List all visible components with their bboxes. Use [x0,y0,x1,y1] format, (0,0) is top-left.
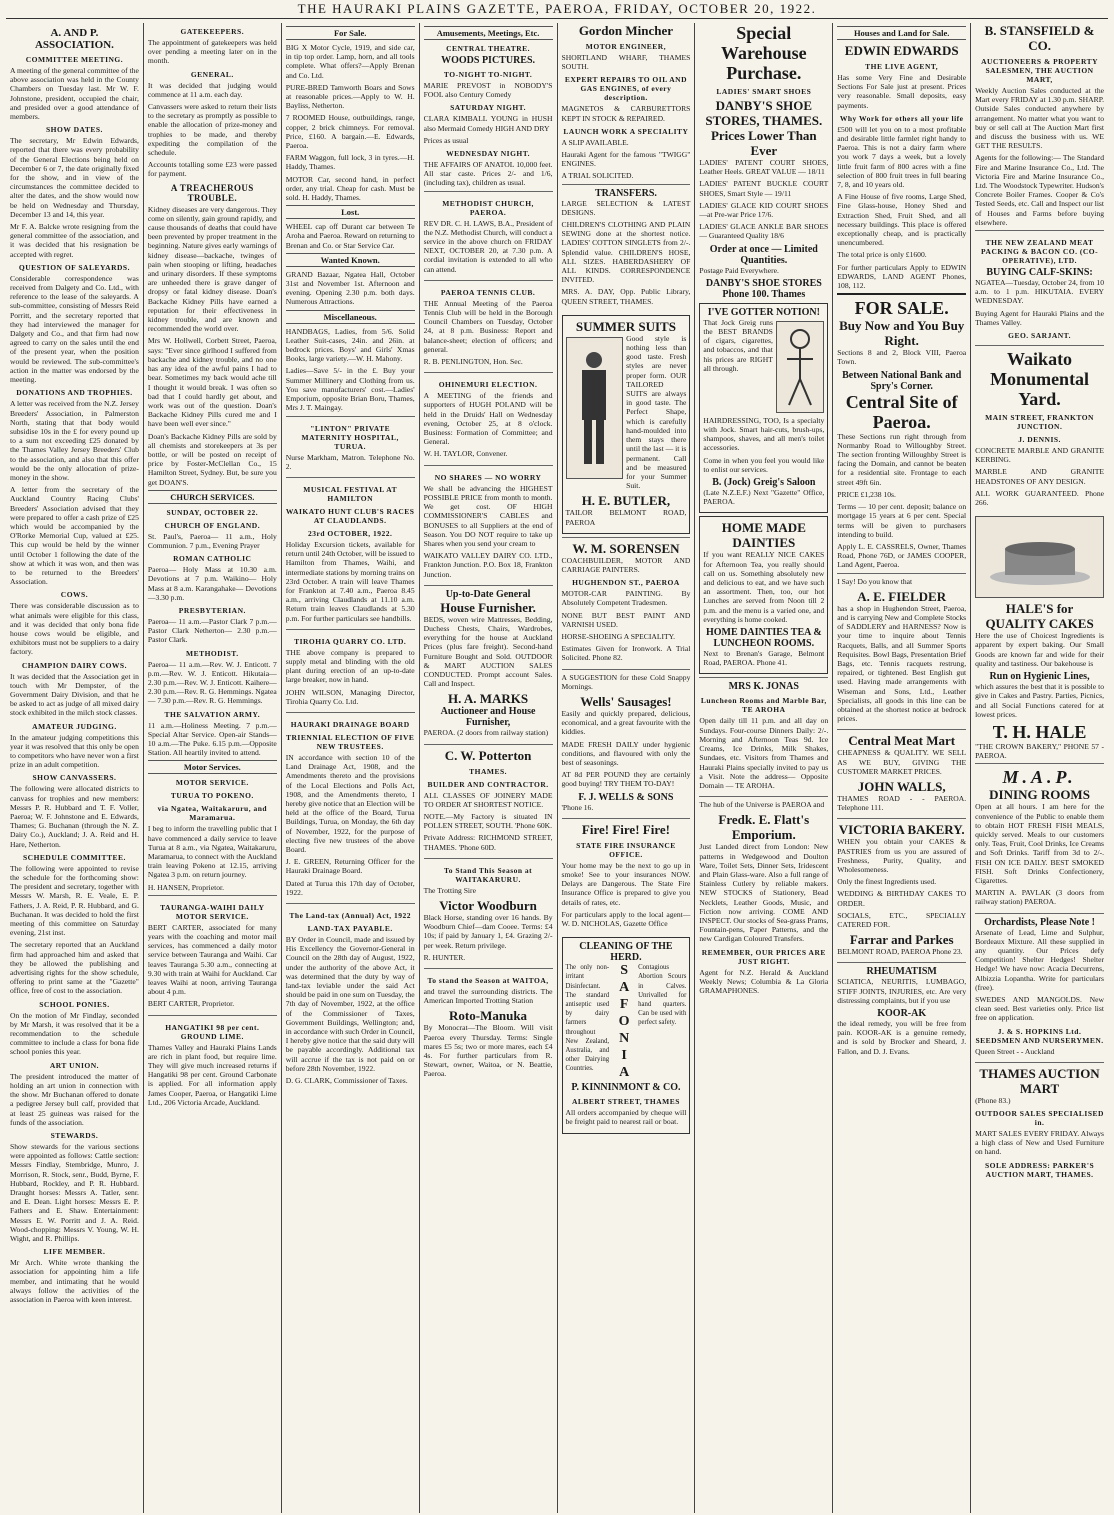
subhead: GENERAL. [190,69,234,79]
paragraph: Arsenate of Lead, Lime and Sulphur, Bordeaux Mixture. All these supplied in any quantity. Our Prices defy Competition! Shelter Hedges! Shelter Hedge! We have now: Acacia Decurrens, Albizzia Lopantha. Write for particulars (free). [975,927,1104,992]
advertiser-name: Central Meat Mart [848,733,956,749]
ad-line: CONCRETE MARBLE AND GRANITE KERBING. [975,446,1104,465]
advertiser-name: J. DENNIS. [1018,435,1061,445]
address: THAMES ROAD - - PAEROA. Telephone 111. [837,793,967,813]
church-name: CHURCH OF ENGLAND. [164,520,261,530]
paragraph: Mr Arch. White wrote thanking the association for appointing him a life member, and intimating that he would always follow the activities of the association in Paeroa with keen interest. [10,1258,139,1304]
location: THAMES. [469,766,507,776]
paragraph: Just Landed direct from London: New patterns in Wedgewood and Doulton Ware, Toilet Sets, Dinner Sets, Iridescent and Plain Glass-ware. Also a full range of Stainless Cutlery by reliable makers. NEW STOCKS of Stationery, Bead Necklets, Leather Goods, Music, and Fiction now arriving. COME AND INSPECT. Our stocks of Sea-grass Prams, Fountain-pens, Paper Patterns, and the new Cardigan Coloured Transfers. [699,842,829,944]
ad-role: MOTOR ENGINEER, [585,42,667,51]
advertiser-name: B. STANSFIELD & CO. [984,23,1095,53]
advertiser-name: EDWIN EDWARDS [844,43,959,58]
advertiser-name: H. A. MARKS [447,691,529,707]
paragraph: The secretary, Mr Edwin Edwards, reported that there was every probability of the General Elections being held on December 6 or 7, the date originally fixed for the show, and in view of the circumstances the committee decided to alter the dates, and the show would now be held on Wednesday and Thursday, December 13 and 14, this year. [10,136,139,219]
subhead: SCHOOL PONIES. [39,999,110,1009]
address: (Late N.Z.E.F.) Next "Gazette" Office, PAEROA. [703,488,825,507]
subhead: DONATIONS AND TROPHIES. [16,388,133,398]
subhead: AMATEUR JUDGING. [32,721,117,731]
paragraph: The president introduced the matter of holding an art union in connection with the show. Mr Buchanan offered to donate a pedigree Jersey bull calf, provided that at least 25 guineas was raised for the funds of the association. [10,1071,139,1127]
signature: H. HANSEN, Proprietor. [147,882,225,892]
article-subtitle: COMMITTEE MEETING. [25,55,124,64]
paragraph: Contagious Abortion Scours in Calves. Unrivalled for hand quarters. Can be used with perfect safety. [638,964,687,1027]
paragraph: On the motion of Mr Findlay, seconded by Mr Marsh, it was resolved that it be a recommendation to the schedule committee to include a class for bona fide school ponies this year. [10,1010,139,1057]
classified-ad: PURE-BRED Tamworth Boars and Sows at reasonable prices.—Apply to W. H. Bayliss, Netherton. [285,82,415,111]
paragraph: The following were allocated districts to canvass for trophies and new members: Messrs P. R. Hubbard and T. F. Voller, Paeroa; W. F. Johnstone and E. Edwards, Thames; G. Buchanan (through the N. Z. Dairy Co.), Auckland; J. A. Reid and H. Hare, Netherton. [10,784,139,849]
classified-ad: BIG X Motor Cycle, 1919, and side car, in tip top order. Lamp, horn, and all tools complete. What offers?—Apply Brenan and Co. Ltd. [285,43,415,80]
ad-line: WEDDING & BIRTHDAY CAKES TO ORDER. [837,889,967,908]
ad-line: LADIES' SMART SHOES [716,87,812,96]
film: MARIE PREVOST in NOBODY'S FOOL also Century Comedy [423,81,553,100]
ad-line: LADIES' PATENT BUCKLE COURT SHOES, Smart Style — 19/11 [699,179,829,198]
paragraph: A Fine House of five rooms, Large Shed, Fine Glass-house, Honey Shed and Extraction Shed, Fruit Shed, and all necessary buildings. This place is offered exceptionally cheap, and is practically unencumbered. [837,192,967,248]
theatre-name: CENTRAL THEATRE. [446,44,531,53]
ad-title: Fire! Fire! Fire! [581,821,670,837]
advertiser-name: Farrar and Parkes [849,932,954,948]
ad-title: FOR SALE. [854,298,949,319]
ad-title: Orchardists, Please Note ! [984,916,1096,928]
ad-title: OHINEMURI ELECTION. [438,380,538,390]
paragraph: Open at all hours. I am here for the convenience of the Public to enable them to obtain HOT FRESH FISH MEALS, quickly served. Meals to our customers only. Teas, Fruit, Cool Drinks, Ice Creams and Soft Drinks. Tariff from 3d to 2/-. FISH ON ICE DAILY. BEST SMOKED FISH. Soft Drinks Confectionery, Cigarettes. [975,802,1104,885]
column-4 [420,23,558,1513]
ad-line: LADIES' GLACE ANKLE BAR SHOES — Guaranteed Quality 18/6 [699,222,829,241]
paragraph: SWEDES AND MANGOLDS. New clean seed. Best varieties only. Price list free on application. [975,994,1104,1023]
ad-route: TURUA TO POKENO. [170,791,254,801]
paragraph: REV DR. C. H. LAWS, B.A., President of the N.Z. Methodist Church, will conduct a service in the above church on FRIDAY NEXT, OCTOBER 20, at 7.30 p.m. A cordial invitation is extended to all who can attend. [423,218,553,274]
advertiser-name: T. H. HALE [992,721,1087,742]
paragraph: These Sections run right through from Normanby Road to Willoughby Street. The section fronting Willoughby Street is facing the Domain, and cannot be beaten for a residential site. Frontage to each street 49ft 6in. [837,431,967,487]
church-name: THE SALVATION ARMY. [164,709,261,719]
address: "THE CROWN BAKERY," PHONE 57 - PAEROA. [975,741,1104,761]
advertiser-name: W. M. SORENSEN [572,540,680,556]
ad-title: TRIENNIAL ELECTION OF FIVE NEW TRUSTEES. [286,732,415,751]
paragraph: The appointment of gatekeepers was held over pending a meeting later on in the month. [147,38,277,66]
paragraph: Doan's Backache Kidney Pills are sold by all chemists and storekeepers at 3s per bottle, or will be posted on receipt of price by Foster-McClellan Co., 15 Hamilton Street, Sydney. But, be sure you get DOAN'S. [147,431,277,487]
ad-line: Buying Agent for Hauraki Plains and the Thames Valley. [975,308,1104,327]
ad-title: LAND-TAX PAYABLE. [307,924,393,933]
paragraph: the ideal remedy, you will be free from pain. KOOR-AK is a genuine remedy, and is sold by Brocker and Sheard, J. Fallon, and D. J. Evans. [837,1019,967,1056]
paragraph: Agents for the following:— The Standard Fire and Marine Insurance Co., Ltd. The Victoria Fire and Marine Insurance Co., Ltd. The Woodstock Typewriter. Hudson's Concrete Boiler Frames. Cooper & Co's Tested Seeds, etc. Call and Inspect our list of Houses and Farms before buying elsewhere. [975,153,1104,227]
ad-line: MAGNETOS & CARBURETTORS KEPT IN STOCK & REPAIRED. [561,104,691,123]
ad-line: Estimates Given for Ironwork. A Trial Solicited. Phone 82. [561,644,691,663]
paragraph: £500 will let you on to a most profitable and desirable little farmlet right handy to Paeroa. This is not a dairy farm where you work 7 days a week, but a lovely little fruit farm of 800 acres with a fine selection of 800 fruit trees in full bearing 7, 8, and 10 years old. [837,124,967,190]
ad-title: THE NEW ZEALAND MEAT PACKING & BACON CO. (CO-OPERATIVE), LTD. [981,238,1099,266]
signature: WAIKATO VALLEY DAIRY CO. LTD., Frankton Junction. P.O. Box 18, Frankton Junction. [423,551,553,579]
section-heading: Wanted Known. [286,253,415,267]
church-name: PRESBYTERIAN. [178,605,246,615]
ad-line: THE LIVE AGENT, [865,62,939,71]
ad-title: DINING ROOMS [989,787,1090,803]
paragraph: Weekly Auction Sales conducted at the Mart every FRIDAY at 1.30 p.m. SHARP. Outside Sales conducted anywhere by arrangement. No matter what you want to buy or sell call at The Auction Mart first and discuss the business with us. WE GET THE RESULTS. [975,86,1104,151]
ad-line: Postage Paid Everywhere. [699,265,779,275]
classified-ad: HANDBAGS, Ladies, from 5/6. Solid Leather Suit-cases, 24in. and 26in. at bedrock prices. Boys' and Girls' Xmas Books, large variety.—W. H. Mahony. [285,326,415,364]
address: HUGHENDON ST., PAEROA [572,578,680,588]
summer-suits-ad [562,315,691,534]
paragraph: That Jock Greig runs the BEST BRANDS of cigars, cigarettes, and tobaccos, and that his prices are RIGHT all through. [703,317,773,373]
section-heading: Miscellaneous. [286,310,415,324]
paragraph: Canvassers were asked to return their lists to the secretary as promptly as possible to enable the allocation of prize-money and trophies to be made, and thereby expediting the compilation of the schedule. [147,102,277,158]
price: PRICE £1,238 10s. [837,489,896,499]
column-5 [558,23,696,1513]
section-heading: Amusements, Meetings, Etc. [424,26,553,40]
column-6 [695,23,833,1513]
ad-headline: Central Site of Paeroa. [845,391,958,432]
paragraph: It was decided that the Association get in touch with Mr Dempster, of the Government Dairy Division, and that he be asked to act as judge of all mixed dairy stock exhibited in the milch stock classes. [10,671,139,718]
paragraph: Considerable correspondence was received from Dalgety and Co. Ltd., with reference to the lease of the saleyards. A sub-committee, consisting of Messrs Reid Porritt, and the secretary reported that they had interviewed the manager for Dalgety and Co., and that firm had now agreed to carry on the sales until the end of the present year, when the position would be reviewed. The sub-committee's action in the matter was endorsed by the meeting. [10,273,139,385]
paragraph: Dated at Turua this 17th day of October, 1922. [285,878,415,897]
address: MAIN STREET, FRANKTON JUNCTION. [985,413,1094,432]
paragraph: Thames Valley and Hauraki Plains Lands are rich in plant food, but require lime. They will give much increased returns if Hangatiki 98 per cent. Ground Carbonate is applied. For all information apply James Cooper, Paeroa, or Hangatiki Lime Ltd., 206 Victoria Arcade, Auckland. [147,1042,277,1107]
ad-title: Waikato Monumental Yard. [990,349,1090,410]
theatre-title: WOODS PICTURES. [441,55,536,66]
paragraph: BY Order in Council, made and issued by His Excellency the Governor-General in Council on the 28th day of August, 1922, under the authority of the above Act, it was determined that the duty by way of land-tax leviable under the said Act should be paid in one sum on Tuesday, the 7th day of November, 1922, at the office of the Commissioner of Taxes, Government Buildings, Wellington; and, in accordance with such Order in Council, I hereby give notice that the said duty will be payable accordingly. Additional tax will accrue if the tax is not paid on or before 28th November, 1922. [285,935,415,1073]
paragraph: NOTE.—My Factory is situated IN POLLEN STREET, SOUTH. 'Phone 60K. [423,811,553,831]
paragraph: A MEETING of the friends and supporters of HUGH POLAND will be held in the Druids' Hall on Wednesday evening, October 25, at 8 o'clock. Business: Formation of Committee; and General. [423,391,553,447]
safonia-ad [562,937,691,1133]
paragraph: ALL CLASSES OF JOINERY MADE TO ORDER AT SHORTEST NOTICE. [423,790,553,809]
section-heading: CHURCH SERVICES. [148,490,277,504]
paragraph: Good style is nothing less than good taste. Fresh styles are never proper form. OUR TAILORED SUITS are always in good taste. The Perfect Shape, which is carefully hand-moulded into them stays there until the last — it is permanent. Call and be measured for your Summer Suit. [626,333,687,491]
ad-line: HORSE-SHOEING A SPECIALITY. [561,631,676,641]
ad-line: ALL WORK GUARANTEED. Phone 266. [975,488,1104,508]
paragraph: Holiday Excursion tickets, available for return until 24th October, will be issued to Hamilton from Thames, Waihi, and intermediate stations by morning trains on 23rd October. A train will leave Thames for Frankton at 7.40 a.m., Paeroa 8.45 a.m., arriving Claudlands at 11.10 a.m. Return train leaves Claudlands at 5.30 p.m. For further particulars see handbills. [285,539,415,623]
subhead: COWS. [60,590,89,600]
ad-title: MUSICAL FESTIVAL AT HAMILTON [303,484,398,503]
subhead: LIFE MEMBER. [43,1247,106,1257]
ad-title: HALE'S for QUALITY CAKES [985,601,1094,632]
paragraph: The secretary reported that an Auckland firm had approached him and asked that they be allowed the publishing and advertising rights for the show schedule, offering to print same at the "Gazette" office, free of cost to the association. [10,940,139,996]
ad-line: For particulars apply to the local agent— W. D. NICHOLAS, Gazette Office [561,909,691,928]
contact: For further particulars Apply to EDWIN EDWARDS, LAND AGENT Phones, 108, 112. [837,262,967,291]
service-times: Paeroa— Holy Mass at 10.30 a.m. Devotions at 7 p.m. Waikino— Holy Mass at 8 a.m. Karangahake— Devotions—3.30 p.m. [147,565,277,602]
cartoon-man-icon [783,327,817,407]
paragraph: which assures the best that it is possible to give in Cakes and Pastry. Parties, Picnics, and all Social Functions catered for at lowest prices. [975,682,1104,719]
ad-line: LARGE SELECTION & LATEST DESIGNS. [561,198,691,217]
signature: R. HUNTER. [423,952,466,962]
paragraph: has a shop in Hughendon Street, Paeroa, and is carrying New and Complete Stocks of SADDLERY and HARNESS? Now is your time to inquire about Tennis Racquets, Balls, and all Summer Sports Requisites. Bowl Bags, Presentation Brief Bags, etc. Tennis racquets restrung, repaired, or tightened. Best English gut used. Having made arrangements with Wiseman and Sons, Ltd., Leather Specialists, all goods in this line can be obtained at the shortest notice at bedrock prices. [837,603,967,724]
ad-line: MADE FRESH DAILY under hygienic conditions, and flavoured with only the best of seasonings. [561,739,691,767]
ad-title: The Land-tax (Annual) Act, 1922 [289,911,411,920]
classified-ad: Ladies—Save 5/- in the £. Buy your Summer Millinery and Clothing from us. You save manufacturers' cost.—Ladies' Emporium, opposite Brian Boru, Thames, Mrs J. T. Maingay. [285,366,415,413]
subhead: ART UNION. [49,1060,100,1070]
signature: MRS. A. DAY, Opp. Public Library, QUEEN STREET, THAMES. [561,287,691,306]
paragraph: There was considerable discussion as to what animals were eligible for this class, and it was decided that only bona fide house cows would be eligible, and exhibitors must not be suppliers to a dairy factory. [10,601,139,657]
subhead: CHAMPION DAIRY COWS. [21,660,127,670]
product-name: KOOR-AK [877,1008,927,1020]
advertiser-name: Fredk. E. Flatt's Emporium. [718,812,810,843]
masthead: THE HAURAKI PLAINS GAZETTE, PAEROA, FRIDAY, OCTOBER 20, 1922. [6,0,1108,19]
paragraph: A meeting of the general committee of the above association was held in the County Chambers on Tuesday last. Mr W. F. Johnstone, president, occupied the chair, and presided over a good attendance of members. [10,66,139,122]
address: SHORTLAND WHARF, THAMES SOUTH. [561,53,691,72]
paragraph: The following were appointed to revise the schedule for the forthcoming show: The president and secretary, together with Messrs W. Marsh, R. E. Veale, E. P. Fathers, J. A. Reid, P. R. Hubbard, and G. Buchanan. It was decided to hold the first meeting of this committee on Saturday evening, 21st inst. [10,863,139,938]
church-name: ROMAN CATHOLIC [173,554,252,564]
contact: Apply L. E. CASSRELS, Owner, Thames Road, Phone 76D, or JAMES COOPER, Land Agent, Paeroa. [837,541,967,570]
ad-line: LADIES' PATENT COURT SHOES, Leather Heels. GREAT VALUE — 18/11 [699,158,829,177]
signature: GEO. SARJANT. [1008,331,1071,341]
service-times: St. Paul's, Paeroa— 11 a.m., Holy Communion. 7 p.m., Evening Prayer [147,531,277,550]
brand-name: SAFONIA [616,963,632,1083]
advertiser-name: DANBY'S SHOE STORES, THAMES. [705,98,823,128]
ad-sub: The Trotting Sire [423,885,476,895]
column-8 [971,23,1108,1513]
subhead: SHOW CANVASSERS. [32,773,117,783]
cartoon-illustration [776,321,824,413]
ad-date: 23rd OCTOBER, 1922. [308,528,393,538]
address: ALBERT STREET, THAMES [571,1097,680,1107]
signature: JOHN WILSON, Managing Director, Tirohia Quarry Co. Ltd. [285,687,415,706]
section-heading: Motor Services. [148,760,277,774]
ad-title: Up-to-Date General [445,588,531,600]
ad-headline: Why Work for others all your life [839,113,964,123]
paragraph: If you want REALLY NICE CAKES for Afternoon Tea, you really should call on us. Something absolutely new and delicious to eat, and we have such an assortment. Then, too, our hot Lunches are served from Noon till 2 p.m. and the menu is a varied one, and everything is home cooked. [703,550,825,624]
ad-line: NGATEA—Tuesday, October 24, from 10 a.m. to 1 p.m. HIKUTAIA. EVERY WEDNESDAY. [975,278,1104,306]
paragraph: A letter from the secretary of the Auckland Country Racing Clubs' Breeders' Association advised that they were prepared to offer a cash prize of £25 which would be accompanied by the O'Rorke Memorial Cup, valued at £25. This cup would be held by the winner until October 1 following the date of the show at which it was won, and then was to be returned to the Breeders' Association. [10,485,139,587]
advertiser-name: A. E. FIELDER [857,588,947,604]
paragraph: Show stewards for the various sections were appointed as follows: Cattle section: Messrs Findlay, Stembridge, Munro, J. Morrison, R. Stock, senr., Budd, Byrne, F. Hubbard, Rockley, and P. R. Hubbard. Draught horses: Messrs A. Tatler, senr. and E. Dean. Light horses: Messrs E. P. Fathers and E. Shaw. Entertainment: Messrs E. W. Porritt and J. A. Reid. Wood-chopping: Messrs V. Young, W. H. Wight, and R. Phillips. [10,1141,139,1243]
paragraph: We shall be advancing the HIGHEST POSSIBLE PRICE from month to month. We get cost. OF HIGH COMMISSIONER'S CABLES and BONUSES to all Suppliers at the end of Season. You DO NOT require to take up Shares when you send your cream to [423,483,553,548]
column-7 [833,23,971,1513]
ad-line: MART SALES EVERY FRIDAY. Always a high class of New and Used Furniture on hand. [975,1128,1104,1157]
horse-name: Roto-Manuka [449,1008,528,1024]
classified-ad: FARM Waggon, full lock, 3 in tyres.—H. Haddy, Thames. [285,153,415,172]
paragraph: Has some Very Fine and Desirable Sections For Sale just at present. Prices very reasonable. Small deposits, easy payments. [837,73,967,110]
ad-line: Agent for N.Z. Herald & Auckland Weekly News; Columbia & La Gloria GRAMAPHONES. [699,967,829,995]
section-heading: Houses and Land for Sale. [837,26,966,40]
section-heading: Lost. [286,205,415,219]
cakes-icon [985,527,1095,587]
ad-line: All orders accompanied by cheque will be freight paid to nearest rail or boat. [565,1108,687,1127]
ad-title: PAEROA TENNIS CLUB. [440,287,536,297]
classified-ad: 7 ROOMED House, outbuildings, range, copper, 2 brick chimneys. For removal. Price, £160. A bargain.—E. Edwards, Paeroa. [285,113,415,151]
ad-title: METHODIST CHURCH, PAEROA. [442,198,534,217]
ad-line: Only the finest Ingredients used. [837,877,937,887]
ad-title: RHEUMATISM [866,966,937,978]
ad-title: THAMES AUCTION MART [979,1065,1100,1096]
ad-title: Wells' Sausages! [580,693,672,709]
paragraph: CHILDREN'S CLOTHING AND PLAIN SEWING done at the shortest notice. LADIES' COTTON SINGLETS from 2/-. Splendid value. CHILDREN'S HOSE, ALL SIZES. HABERDASHERY OF ALL KINDS. CORRESPONDENCE INVITED. [561,220,691,285]
classified-ad: MOTOR Car, second hand, in perfect order, any trial. Cheap for cash. Must be sold. H. Haddy, Thames. [285,174,415,203]
advertiser-name: VICTORIA BAKERY. [838,822,965,838]
column-3 [282,23,420,1513]
cake-illustration [975,516,1104,598]
advertiser-name: B. (Jock) Greig's Saloon [712,477,816,489]
paragraph: IN accordance with section 10 of the Land Drainage Act, 1908, and the Amendments thereto and the provisions of the Local Elections and Polls Act, 1908, and the Amendments thereto, I hereby give notice that an Election will be held at the office of the Board, Turua Buildings, Turua, on Monday, the 6th day of November, 1922, for the purpose of electing five new trustees of the above Board. [285,752,415,854]
paragraph: The only non-irritant Disinfectant. The standard antiseptic used by dairy farmers throughout New Zealand, Australia, and other Dairying Countries. [565,964,610,1073]
ad-line: Hauraki Agent for the famous "TWIGG" ENGINES. [561,150,691,169]
service-times: 11 a.m.—Holiness Meeting. 7 p.m.—Special Altar Service. Open-air Stands— 10 a.m.—The Puke. 6.15 p.m.—Opposite Station. All heartily invited to attend. [147,720,277,758]
ad-title: "LINTON" PRIVATE MATERNITY HOSPITAL, TURUA. [301,423,399,451]
theatre-night: SATURDAY NIGHT. [450,103,526,113]
ad-via: via Ngatea, Waitakaruru, and Maramarua. [157,804,268,823]
ad-line: AT 8d PER POUND they are certainly good buying! TRY THEM TO-DAY! [561,770,691,789]
home-dainties-ad [699,516,828,674]
ad-line: A SLIP AVAILABLE. [561,137,629,147]
paragraph: Accounts totalling some £23 were passed for payment. [147,160,277,179]
article-title: A TREACHEROUS TROUBLE. [170,182,254,203]
advertiser-name: Gordon Mincher [578,23,674,38]
section-heading: For Sale. [286,26,415,40]
ad-title: To Stand This Season at WAITAKARURU. [443,865,533,884]
ad-title: NO SHARES — NO WORRY [434,472,542,482]
film: THE AFFAIRS OF ANATOL 10,000 feet. All star caste. Prices 2/- and 1/6, (including tax), children as usual. [423,160,553,188]
ad-title: CLEANING OF THE HERD. [579,941,673,964]
column-2 [144,23,282,1513]
price: The total price is only £1600. [837,250,927,260]
ad-title: HANGATIKI 98 per cent. GROUND LIME. [165,1022,260,1041]
ad-line: NONE BUT BEST PAINT AND VARNISH USED. [561,610,691,629]
ad-line: CHEAPNESS & QUALITY. WE SELL AS WE BUY, GIVING THE CUSTOMER MARKET PRICES. [837,748,967,776]
ad-line: SOCIALS, ETC., SPECIALLY CATERED FOR. [837,910,967,929]
ad-line: LAUNCH WORK A SPECIALITY [563,126,689,136]
paragraph: THE above company is prepared to supply metal and blinding with the old plant during erection of an up-to-date large breaker, now in hand. [285,647,415,685]
advertiser-name: JOHN WALLS, [857,778,946,794]
ad-title: HAURAKI DRAINAGE BOARD [290,719,410,729]
subhead: SCHEDULE COMMITTEE. [23,852,126,862]
prices: Prices as usual [423,135,469,145]
ad-title: TRANSFERS. [594,187,657,199]
ad-line: MARBLE AND GRANITE HEADSTONES OF ANY DESIGN. [975,467,1104,486]
ad-title: I'VE GOTTER NOTION! [707,306,820,318]
ad-headline: Buy Now and You Buy Right. [839,318,965,349]
advertiser-name: H. E. BUTLER, [581,493,671,509]
subhead: GATEKEEPERS. [180,27,245,36]
paragraph: BEDS, woven wire Mattresses, Bedding, Duchess Chests, Chairs, Wardrobes, everything for the house at Auckland Prices (plus fare freight). Second-hand Furniture Bought and Sold. OUTDOOR & MART AUCTION SALES CONDUCTED. Prompt account Sales. Call and Inspect. [423,614,553,689]
ad-title: House Furnisher. [440,599,536,615]
ad-line: Order at once — Limited Quantities. [709,243,818,266]
paragraph: Come in when you feel you would like to enlist our services. [703,455,825,474]
signature: J. E. GREEN, Returning Officer for the Hauraki Drainage Board. [285,857,415,876]
ad-headline: Prices Lower Than Ever [710,128,817,158]
subhead: SHOW DATES. [45,125,103,135]
paragraph: Black Horse, standing over 16 hands. By Woodburn Chief—dam Cooee. Terms: £4 10s; if paid by January 1, £4. Grazing 2/- per week. Return privilege. [423,912,553,950]
paragraph: Kidney diseases are very dangerous. They come on silently, gain ground rapidly, and cause thousands of deaths that could have been prevented by proper treatment in the beginning. Nature gives early warnings of kidney disease—backache, twinges of pain when stooping or lifting, headaches and urinary disorders. If these symptoms are unheeded there is grave danger of dropsy or fatal kidney disease. Doan's Backache Kidney Pills have earned a reputation for their effectiveness in kidney trouble, and are known and recommended the world over. [147,204,277,334]
signature: D. G. CLARK, Commissioner of Taxes. [285,1076,408,1086]
address: BELMONT ROAD, PAEROA Phone 23. [837,947,963,957]
ad-line: EXPERT REPAIRS TO OIL AND GAS ENGINES, of every description. [564,75,687,103]
ad-title: BUILDER AND CONTRACTOR. [427,779,549,789]
ad-line: MOTOR-CAR PAINTING. By Absolutely Competent Tradesmen. [561,589,691,608]
ad-line: LADIES' GLACE KID COURT SHOES—at Pre-war Price 17/6. [699,200,829,220]
theatre-night: WEDNESDAY NIGHT. [446,149,531,159]
ad-line: COACHBUILDER, MOTOR AND CARRIAGE PAINTERS. [561,555,691,574]
phone: (Phone 83.) [975,1095,1011,1105]
classified-ad: GRAND Bazaar, Ngatea Hall, October 31st and November 1st. Afternoon and evening. Opening 2.30 p.m. both days. Numerous Attractions. [285,269,415,307]
address: TAILOR BELMONT ROAD, PAEROA [565,508,687,527]
paragraph: By Monocrat—The Bloom. Will visit Paeroa every Thursday. Terms: Single mares £5 5s; two or more mares, each £4 4s. For further particulars from R. Stewart, owner, Waitoa, or N. Beattie, Paeroa. [423,1023,553,1079]
address: PAEROA. (2 doors from railway station) [423,728,549,738]
advertiser-name: HOME DAINTIES TEA & LUNCHEON ROOMS. [705,627,822,650]
advertiser-name: F. J. WELLS & SONS [578,791,674,803]
ad-line: Between National Bank and Spry's Corner. [842,369,962,392]
paragraph: Private Address: RICHMOND STREET, THAMES. 'Phone 60D. [423,833,553,852]
advertiser-name: J. & S. HOPKINS Ltd. SEEDSMEN AND NURSERYMEN. [975,1026,1104,1045]
paragraph: I beg to inform the travelling public that I have commenced a daily service to leave Turua at 8 a.m., via Ngatea, Waitakaruru, Maramarua, to connect with the Auckland train leaving Pokeno at 12.15, arriving Ngatea 3 p.m. on return journey. [147,824,277,880]
man-in-suit-icon [574,348,614,468]
ad-headline: BUYING CALF-SKINS: [986,267,1093,279]
paragraph: THE Annual Meeting of the Paeroa Tennis Club will be held in the Borough Council Chambers on Tuesday, October 24, at 8 p.m. Business: Report and balance-sheet; election of officers; and general. [423,298,553,354]
paragraph: Mrs W. Hollwell, Corbett Street, Paeroa, says: "Ever since girlhood I suffered from backache and kidney trouble, and no one has any idea of the awful pains I had to bear. Sometimes my back would ache till I thought it would break. I was often so bad that I could hardly get about, and work was out of the question. Doan's Backache Kidney Pills cured me and I have been well ever since." [147,336,277,429]
service-times: Paeroa— 11 a.m.—Rev. W. J. Enticott. 7 p.m.—Rev. W. J. Enticott. Hikutaia— 2.30 p.m.—Rev. W. J. Enticott. Kaihere— 2.30 p.m.—Rev. R. G. Hemmings. Ngatea— 7.30 p.m.—Rev. R. G. Hemmings. [147,659,277,706]
horse-name: Victor Woodburn [439,897,537,913]
ad-detail: Nurse Markham, Matron. Telephone No. 2. [285,452,415,471]
advertiser-role: Auctioneer and House Furnisher, [440,706,536,729]
ad-line: STATE FIRE INSURANCE OFFICE. [576,840,676,859]
logo-map: M.A.P. [1002,767,1077,788]
ad-title: HOME MADE DAINTIES [721,520,806,551]
signature: BERT CARTER, Proprietor. [147,999,235,1009]
service-times: Paeroa— 11 a.m.—Pastor Clark 7 p.m.—Pastor Clark Netherton— 2.30 p.m.—Pastor Clark. [147,616,277,645]
ad-title: To stand the Season at WAITOA, [427,975,549,985]
ad-headline: Run on Hygienic Lines, [989,671,1090,683]
ad-line: Easily and quickly prepared, delicious, economical, and a great favourite with the kiddies. [561,708,691,737]
signature: R. B. PENLINGTON, Hon. Sec. [423,357,523,367]
columns [6,23,1108,1513]
ad-line: A TRIAL SOLICITED. [561,171,634,181]
ad-line: The hub of the Universe is PAEROA and [699,800,825,810]
phone: 'Phone 16. [561,802,594,812]
paragraph: In the amateur judging competitions this year it was resolved that this only be open to competitors who have never won a first prize in an adult competition. [10,732,139,770]
column-1 [6,23,144,1513]
address: SOLE ADDRESS: PARKER'S AUCTION MART, THAMES. [984,1160,1095,1179]
ad-title: Special Warehouse Purchase. [720,23,807,83]
paragraph: SCIATICA, NEURITIS, LUMBAGO, STIFF JOINTS, INJURIES, etc. Are very distressing complaints, but if you use [837,977,967,1005]
advertiser-name: MRS K. JONAS [728,681,799,693]
ad-line: AUCTIONEERS & PROPERTY SALESMEN, THE AUCTION MART, [981,57,1099,84]
ad-sub: and travel the surrounding districts. The American Imported Trotting Station [423,986,553,1006]
ad-line: Your home may be the next to go up in smoke! See to your insurances NOW. Delays are Dangerous. The State Fire Insurance Office is prepared to give you details of rates, etc. [561,860,691,907]
ad-title: SUMMER SUITS [575,318,676,334]
advertiser-name: P. KINNINMONT & CO. [571,1082,681,1094]
paragraph: Terms — 10 per cent. deposit; balance on mortgage 15 years at 6 per cent. Special terms will be given to purchasers intending to build. [837,502,967,539]
article-title: A. AND P. ASSOCIATION. [34,27,114,51]
ad-title: TAURANGA-WAIHI DAILY MOTOR SERVICE. [160,902,265,921]
ad-line: Luncheon Rooms and Marble Bar, TE AROHA [700,696,827,715]
ad-title: MOTOR SERVICE. [175,778,249,788]
suit-illustration [566,337,624,479]
theatre-night: TO-NIGHT TO-NIGHT. [443,70,533,79]
ad-title: TIROHIA QUARRY CO. LTD. [294,636,407,646]
paragraph: BERT CARTER, associated for many years with the coaching and motor mail services, has commenced a daily motor service between Tauranga and Waihi. Car leaves Tauranga 5.30 a.m., connecting at 9.30 with train at Waihi for Auckland. Car leaves Waihi at noon, arriving Tauranga about 4 p.m. [147,922,277,997]
paragraph: WHEN you obtain your CAKES & PASTRIES from us you are assured of Freshness, Purity, Quality, and Wholesomeness. [837,837,967,874]
advertiser-name: C. W. Potterton [444,747,532,763]
paragraph: Mr F. A. Balcke wrote resigning from the general committee of the association, and it was decided that his resignation be accepted with regret. [10,222,139,259]
address: Queen Street - - Auckland [975,1046,1055,1056]
ad-line: REMEMBER, OUR PRICES ARE JUST RIGHT. [701,947,826,966]
subhead: QUESTION OF SALEYARDS. [18,262,130,272]
ad-line: OUTDOOR SALES SPECIALISED in. [975,1108,1104,1127]
paragraph: Open daily till 11 p.m. and all day on Sundays. Four-course Dinners Daily: 2/-. Morning and Afternoon Teas 9d. Ice Creams, Ice Drinks, Milk Shakes, Sundaes, etc. Visitors from Thames and Hauraki Plains specially invited to pay us a Visit. Note the address— Opposite Domain — TE AROHA. [699,716,829,790]
ad-title: WAIKATO HUNT CLUB'S RACES AT CLAUDLANDS. [285,506,415,525]
paragraph: A letter was received from the N.Z. Jersey Breeders' Association, in Palmerston North, stating that that body would subsidise 10s in the £ for every pound up to a sum not exceeding £25 donated by the Thames Valley Jersey Breeders' Club to the association, and also that this offer would be the only allocation of prize-money in the show. [10,399,139,482]
paragraph: Here the use of Choicest Ingredients is apparent by expert baking. Our Small Goods are known far and wide for their quality and tastiness. Our bakehouse is [975,631,1104,668]
subhead: STEWARDS. [50,1130,99,1140]
church-name: METHODIST. [186,648,239,658]
ad-line: I Say! Do you know that [837,576,913,586]
date: SUNDAY, OCTOBER 22. [166,507,259,517]
signature: MARTIN A. PAVLAK (3 doors from railway station) PAEROA. [975,888,1104,907]
signature: W. H. TAYLOR, Convener. [423,449,508,459]
ad-line: Sections 8 and 2, Block VIII, Paeroa Town. [837,348,967,367]
address: Next to Brenan's Garage, Belmont Road, PAEROA. Phone 41. [703,649,825,668]
ad-line: A SUGGESTION for these Cold Snappy Mornings. [561,672,691,691]
paragraph: It was decided that judging would commence at 11 a.m. each day. [147,80,277,99]
jock-greig-ad [699,303,828,514]
classified-ad: WHEEL cap off Durant car between Te Aroha and Paeroa. Reward on returning to Brenan and Co. or Star Service Car. [285,222,415,250]
film: CLARA KIMBALL YOUNG in HUSH also Mermaid Comedy HIGH AND DRY [423,114,553,133]
paragraph: HAIRDRESSING, TOO, Is a specialty with Jock. Smart hair-cuts, brush-ups, shampoos, shaves, and all men's toilet accessories. [703,415,825,453]
ad-line: DANBY'S SHOE STORES Phone 100. Thames [705,277,822,300]
